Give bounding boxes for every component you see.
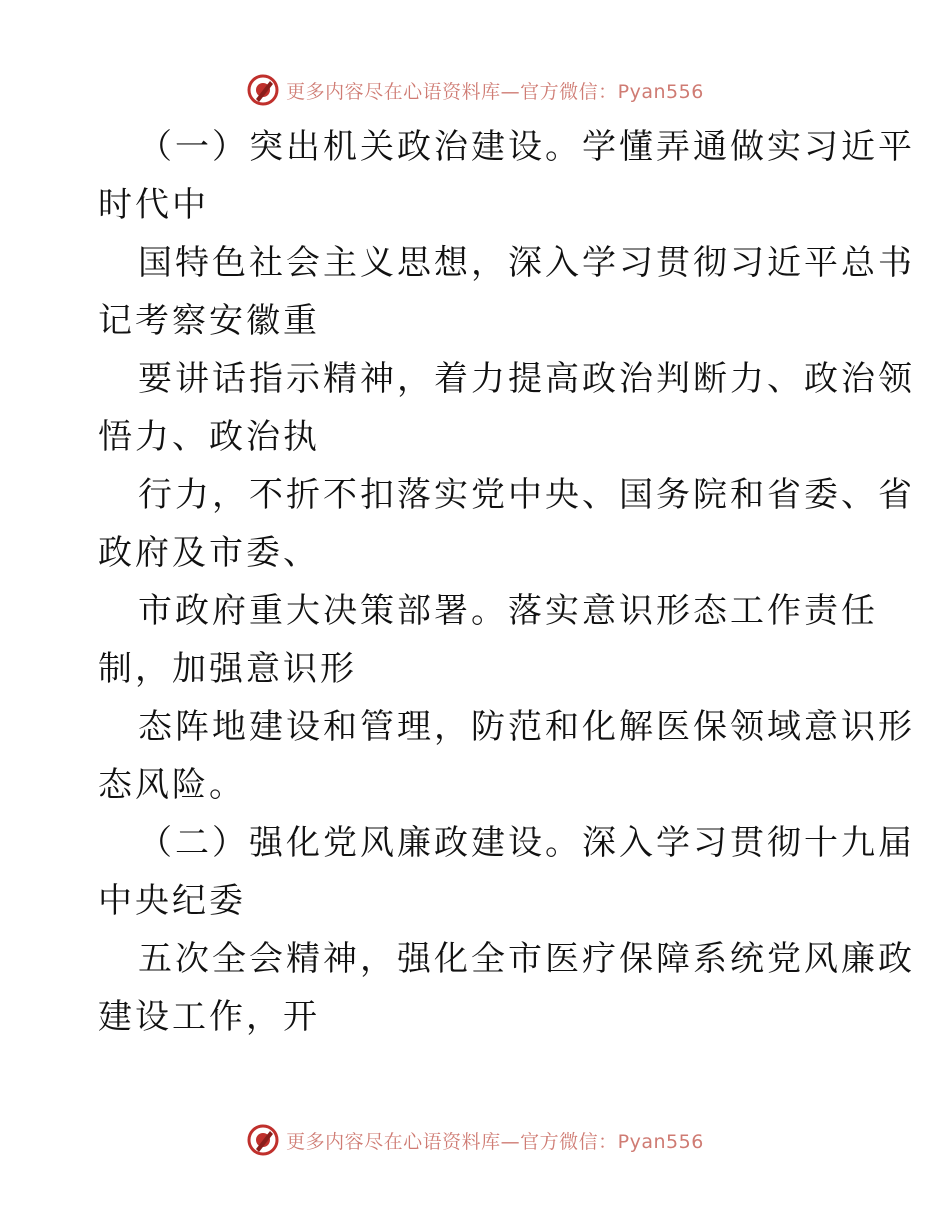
text-line: 政府及市委、	[98, 533, 320, 573]
brand-logo-icon	[246, 1123, 280, 1157]
text-line: （一）突出机关政治建设。学懂弄通做实习近平	[138, 127, 915, 167]
header-watermark-banner	[0, 70, 950, 110]
document-body	[98, 118, 915, 1046]
text-line: 记考察安徽重	[98, 301, 320, 341]
text-line: 制，加强意识形	[98, 649, 357, 689]
brand-logo-icon	[246, 73, 280, 107]
text-line: 国特色社会主义思想，深入学习贯彻习近平总书	[138, 243, 915, 283]
text-line: 要讲话指示精神，着力提高政治判断力、政治领	[138, 359, 915, 399]
watermark-text: 更多内容尽在心语资料库—官方微信：Pyan556	[286, 1130, 704, 1153]
text-line: 态风险。	[98, 765, 246, 805]
footer-watermark-banner	[0, 1120, 950, 1160]
watermark-text: 更多内容尽在心语资料库—官方微信：Pyan556	[286, 80, 704, 103]
text-line: 时代中	[98, 185, 209, 225]
text-line: 建设工作，开	[98, 997, 320, 1037]
text-line: 五次全会精神，强化全市医疗保障系统党风廉政	[138, 939, 915, 979]
text-line: 市政府重大决策部署。落实意识形态工作责任	[138, 591, 878, 631]
text-line: 行力，不折不扣落实党中央、国务院和省委、省	[138, 475, 915, 515]
text-line: （二）强化党风廉政建设。深入学习贯彻十九届	[138, 823, 915, 863]
text-line: 态阵地建设和管理，防范和化解医保领域意识形	[138, 707, 915, 747]
text-line: 中央纪委	[98, 881, 246, 921]
text-line: 悟力、政治执	[98, 417, 320, 457]
